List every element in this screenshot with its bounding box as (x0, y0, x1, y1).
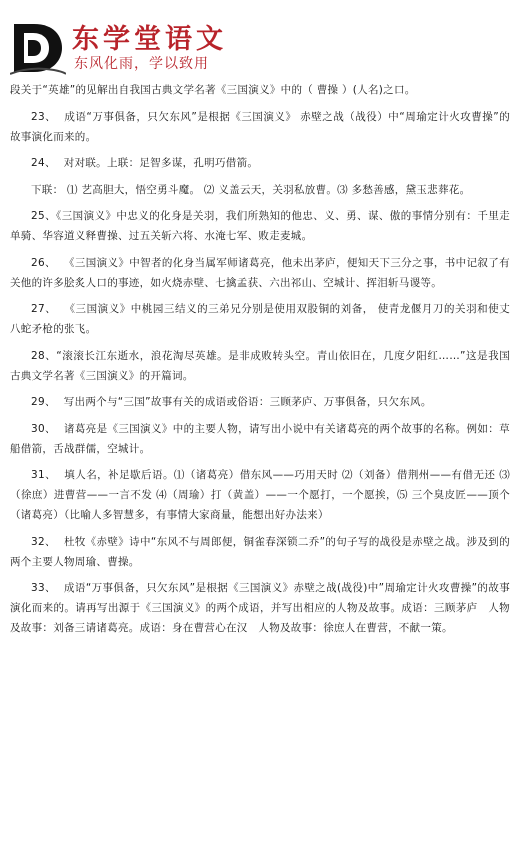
brand-title: 东学堂语文 (72, 24, 227, 55)
item-text: 对对联。上联：足智多谋，孔明巧借箭。 (63, 157, 259, 169)
item-text: 《三国演义》中智者的化身当属军师诸葛亮，他未出茅庐，便知天下三分之事，书中记叙了有关他的许多脍炙人口的事迹，如火烧赤壁、七擒孟获、六出祁山、空城计、挥泪斩马谡等。 (10, 256, 510, 289)
item-26 (10, 253, 510, 293)
item-number: 27、 (31, 303, 57, 315)
item-text: 杜牧《赤壁》诗中“东风不与周郎便，铜雀春深锁二乔”的句子写的战役是赤壁之战。涉及到的两个主要人物周瑜、曹操。 (10, 535, 510, 568)
item-text: 诸葛亮是《三国演义》中的主要人物，请写出小说中有关诸葛亮的两个故事的名称。例如：草船借箭，舌战群儒，空城计。 (10, 422, 510, 455)
item-number: 33、 (31, 582, 56, 594)
item-text: 下联： ⑴ 艺高胆大，悟空勇斗魔。 ⑵ 义盖云天，关羽私放曹。⑶ 多愁善感，黛玉悲葬花。 (31, 183, 471, 196)
item-number: 26、 (31, 256, 56, 269)
item-24-couplet (10, 180, 510, 200)
item-number: 30、 (31, 422, 56, 435)
item-number: 25、 (31, 210, 57, 222)
item-32 (10, 532, 510, 572)
item-24 (10, 153, 510, 173)
item-text: 填人名，补足歇后语。⑴（诸葛亮）借东风——巧用天时 ⑵（刘备）借荆州——有借无还 ⑶（徐庶）进曹营——一言不发 ⑷（周瑜）打（黄盖）——一个愿打，一个愿挨，⑸ 三个臭皮匠——顶个（诸葛亮）（比喻人多智慧多，有事情大家商量，能想出好办法来） (10, 469, 510, 521)
item-text: 《三国演义》中桃园三结义的三弟兄分别是使用双股铜的刘备， 使青龙偃月刀的关羽和使丈八蛇矛枪的张飞。 (10, 303, 511, 335)
item-number: 28、 (31, 349, 57, 362)
brand-logo-icon (10, 20, 66, 76)
item-text: 成语“万事俱备，只欠东风”是根据《三国演义》 赤壁之战（战役）中“周瑜定计火攻曹操”的故事演化而来的。 (10, 110, 510, 143)
paragraph-text: 段关于“英雄”的见解出自我国古典文学名著《三国演义》中的（ 曹操 ）(人名)之口。 (10, 84, 416, 96)
document-body (10, 80, 510, 645)
item-30 (10, 419, 510, 459)
item-25 (10, 206, 510, 246)
paragraph-22-tail (10, 80, 510, 100)
brand-slogan: 东风化雨，学以致用 (74, 56, 209, 72)
item-29 (10, 392, 510, 412)
item-text: 成语“万事俱备，只欠东风”是根据《三国演义》赤壁之战(战役)中”周瑜定计火攻曹操”的故事演化而来的。请再写出源于《三国演义》的两个成语，并写出相应的人物及故事。成语：三顾茅庐 人物及故事：刘备三请诸葛亮。成语：身在曹营心在汉 人物及故事：徐庶人在曹营，不献一策。 (10, 582, 511, 634)
item-27 (10, 299, 510, 339)
item-text: 写出两个与“三国”故事有关的成语或俗语：三顾茅庐、万事俱备，只欠东风。 (63, 396, 432, 408)
item-number: 24、 (31, 157, 56, 169)
item-number: 32、 (31, 535, 56, 548)
item-number: 29、 (31, 396, 56, 408)
item-text: 《三国演义》中忠义的化身是关羽，我们所熟知的他忠、义、勇、谋、傲的事情分别有：千里走单骑、华容道义释曹操、过五关斩六将、水淹七军、败走麦城。 (10, 210, 510, 242)
header (0, 0, 518, 80)
item-31 (10, 465, 510, 525)
item-33 (10, 578, 510, 638)
item-number: 31、 (31, 469, 57, 481)
item-text: “滚滚长江东逝水，浪花淘尽英雄。是非成败转头空。青山依旧在，几度夕阳红……”这是我国古典文学名著《三国演义》的开篇词。 (10, 349, 510, 382)
item-28 (10, 346, 510, 386)
item-number: 23、 (31, 110, 57, 123)
item-23 (10, 107, 510, 147)
